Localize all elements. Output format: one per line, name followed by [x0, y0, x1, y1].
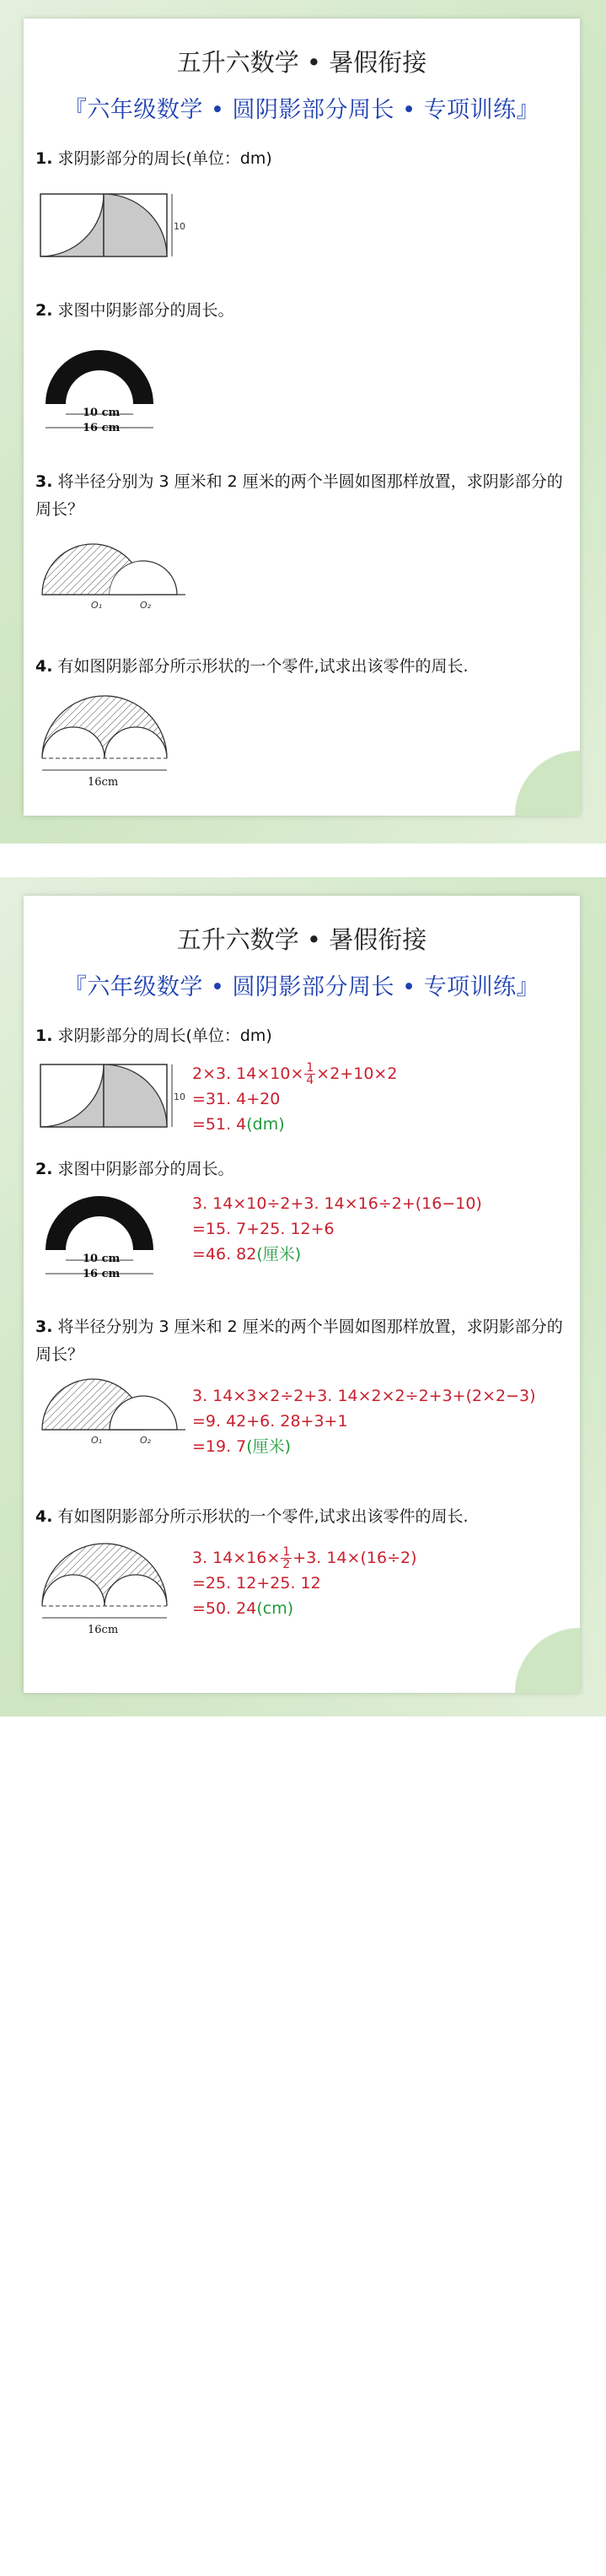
figure-label-o1: O₁ [91, 1435, 103, 1446]
page-title: 五升六数学 • 暑假衔接 [176, 925, 427, 954]
page-curl [504, 740, 580, 816]
question-text: 有如图阴影部分所示形状的一个零件,试求出该零件的周长. [57, 1507, 469, 1526]
question-number: 2. [35, 301, 53, 320]
figure-label-10: 10 [174, 221, 185, 232]
page-title: 五升六数学 • 暑假衔接 [176, 48, 427, 77]
answer-q1 [192, 1061, 397, 1137]
answer-line-1: 3. 14×3×2÷2+3. 14×2×2÷2+3+(2×2−3) [192, 1387, 536, 1405]
answer-line-1: 2×3. 14×10× $\frac{1}{4}$ ×2+10×2 [192, 1061, 398, 1087]
question-4 [35, 1503, 575, 1531]
answer-line-1: 3. 14×10÷2+3. 14×16÷2+(16−10) [192, 1194, 482, 1213]
answer-unit: (dm) [246, 1115, 285, 1134]
answer-line-1: 3. 14×16× $\frac{1}{2}$ +3. 14×(16÷2) [192, 1545, 417, 1571]
question-number: 3. [35, 472, 53, 491]
question-text: 求图中阴影部分的周长。 [57, 1160, 234, 1178]
question-number: 2. [35, 1160, 53, 1178]
figure-q4-part [37, 1545, 180, 1638]
figure-q2-half-ring [39, 343, 165, 440]
question-text: 求图中阴影部分的周长。 [57, 301, 234, 320]
answer-q2 [192, 1191, 482, 1267]
page-curl [504, 1617, 580, 1693]
question-number: 1. [35, 149, 53, 168]
figure-label-16cm: 16cm [88, 1624, 119, 1636]
answer-unit: (厘米) [246, 1437, 292, 1456]
figure-q3-two-semicircles [37, 537, 197, 613]
answer-line-2: =15. 7+25. 12+6 [192, 1220, 335, 1238]
question-number: 1. [35, 1027, 53, 1045]
question-3 [35, 468, 575, 524]
figure-label-10cm: 10 cm [83, 407, 121, 419]
figure-q1-rectangle-arcs [37, 187, 185, 263]
answer-unit: (cm) [256, 1599, 294, 1618]
question-text: 求阴影部分的周长(单位：dm) [57, 149, 272, 168]
question-2 [35, 297, 575, 325]
question-2 [35, 1156, 575, 1183]
worksheet-answers [0, 877, 606, 1716]
answer-line-2: =25. 12+25. 12 [192, 1574, 321, 1592]
answer-q4 [192, 1545, 417, 1621]
figure-label-o1: O₁ [91, 600, 103, 611]
question-1 [35, 145, 575, 173]
question-text: 求阴影部分的周长(单位：dm) [57, 1027, 272, 1045]
question-1 [35, 1022, 575, 1050]
figure-q3-two-semicircles [37, 1372, 197, 1448]
question-number: 4. [35, 1507, 53, 1526]
answer-line-2: =31. 4+20 [192, 1090, 281, 1108]
paper-page [24, 19, 580, 816]
answer-line-3: =51. 4(dm) [192, 1115, 285, 1134]
figure-label-o2: O₂ [140, 1435, 152, 1446]
figure-q2-half-ring [39, 1189, 165, 1286]
figure-label-10: 10 [174, 1091, 185, 1102]
question-text: 有如图阴影部分所示形状的一个零件,试求出该零件的周长. [57, 657, 469, 676]
question-text: 将半径分别为 3 厘米和 2 厘米的两个半圆如图那样放置，求阴影部分的周长？ [35, 472, 563, 519]
figure-label-16cm: 16 cm [83, 422, 121, 434]
page-subtitle: 『六年级数学 • 圆阴影部分周长 • 专项训练』 [63, 974, 540, 1000]
figure-label-16cm: 16 cm [83, 1268, 121, 1280]
answer-line-3: =50. 24(cm) [192, 1599, 294, 1618]
figure-label-o2: O₂ [140, 600, 152, 611]
question-3 [35, 1313, 575, 1369]
answer-line-2: =9. 42+6. 28+3+1 [192, 1412, 348, 1431]
paper-page [24, 896, 580, 1693]
figure-q4-part [37, 698, 180, 790]
figure-label-16cm: 16cm [88, 776, 119, 789]
answer-q3 [192, 1383, 536, 1459]
worksheet-questions [0, 0, 606, 843]
question-number: 4. [35, 657, 53, 676]
answer-line-3: =19. 7(厘米) [192, 1437, 292, 1456]
question-number: 3. [35, 1318, 53, 1336]
answer-line-3: =46. 82(厘米) [192, 1245, 302, 1264]
figure-q1-rectangle-arcs [37, 1058, 185, 1134]
question-4 [35, 653, 575, 681]
figure-label-10cm: 10 cm [83, 1253, 121, 1265]
answer-unit: (厘米) [256, 1245, 302, 1264]
page-subtitle: 『六年级数学 • 圆阴影部分周长 • 专项训练』 [63, 97, 540, 123]
question-text: 将半径分别为 3 厘米和 2 厘米的两个半圆如图那样放置，求阴影部分的周长？ [35, 1318, 563, 1364]
